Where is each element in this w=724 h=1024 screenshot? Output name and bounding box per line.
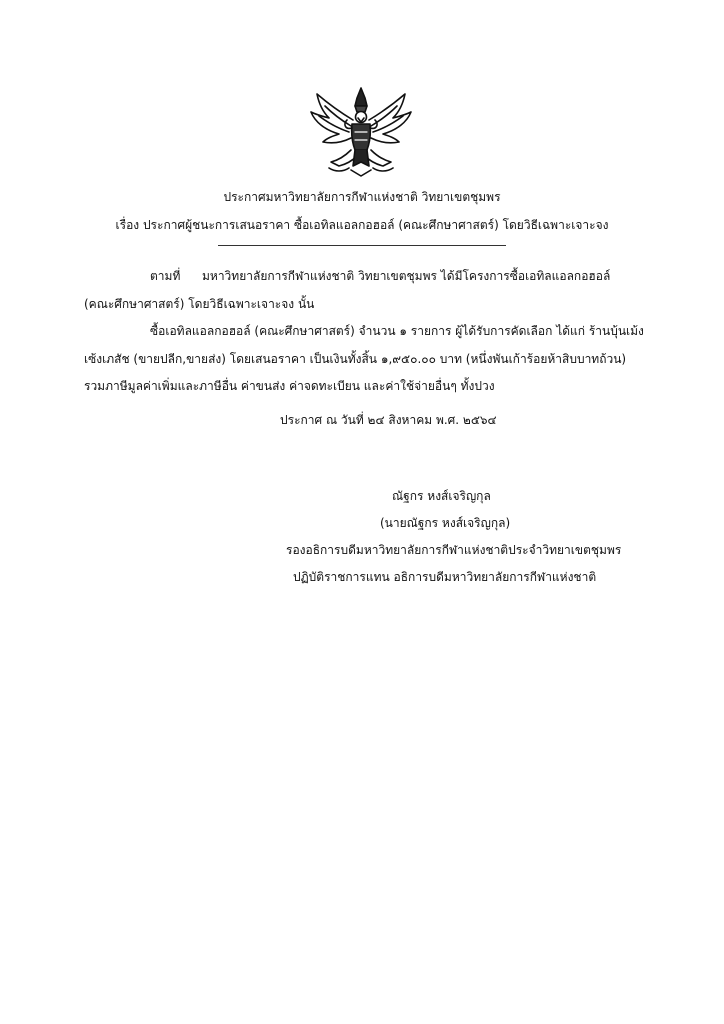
paragraph-1-text: มหาวิทยาลัยการกีฬาแห่งชาติ วิทยาเขตชุมพร ได้มีโครงการซื้อเอทิลแอลกอฮอล์: [202, 269, 611, 283]
paragraph-1-line-1: [150, 268, 610, 284]
signatory-full-name: (นายณัฐกร หงส์เจริญกุล): [380, 516, 511, 530]
divider-line: [218, 245, 506, 246]
signatory-position-line-1: รองอธิการบดีมหาวิทยาลัยการกีฬาแห่งชาติประจำวิทยาเขตชุมพร: [286, 543, 622, 557]
garuda-emblem-icon: [305, 84, 417, 184]
signature-name: ณัฐกร หงส์เจริญกุล: [392, 489, 491, 503]
announcement-subject: เรื่อง ประกาศผู้ชนะการเสนอราคา ซื้อเอทิลแอลกอฮอล์ (คณะศึกษาศาสตร์) โดยวิธีเฉพาะเจาะจง: [115, 218, 609, 232]
paragraph-1-line-2: (คณะศึกษาศาสตร์) โดยวิธีเฉพาะเจาะจง นั้น: [84, 297, 315, 311]
paragraph-2-line-3: รวมภาษีมูลค่าเพิ่มและภาษีอื่น ค่าขนส่ง ค่าจดทะเบียน และค่าใช้จ่ายอื่นๆ ทั้งปวง: [84, 379, 495, 393]
paragraph-2-line-2: เซ้งเภสัช (ขายปลีก,ขายส่ง) โดยเสนอราคา เป็นเงินทั้งสิ้น ๑,๙๕๐.๐๐ บาท (หนึ่งพันเก้าร้อยห้าสิบบาทถ้วน): [84, 352, 627, 366]
paragraph-2-line-1: ซื้อเอทิลแอลกอฮอล์ (คณะศึกษาศาสตร์) จำนวน ๑ รายการ ผู้ได้รับการคัดเลือก ได้แก่ ร้านบุ้นเม้ง: [150, 324, 644, 338]
announcement-title: ประกาศมหาวิทยาลัยการกีฬาแห่งชาติ วิทยาเขตชุมพร: [223, 190, 501, 204]
announcement-date: ประกาศ ณ วันที่ ๒๔ สิงหาคม พ.ศ. ๒๕๖๔: [280, 413, 497, 427]
paragraph-1-lead: ตามที่: [150, 269, 181, 283]
signatory-position-line-2: ปฏิบัติราชการแทน อธิการบดีมหาวิทยาลัยการกีฬาแห่งชาติ: [293, 570, 597, 584]
